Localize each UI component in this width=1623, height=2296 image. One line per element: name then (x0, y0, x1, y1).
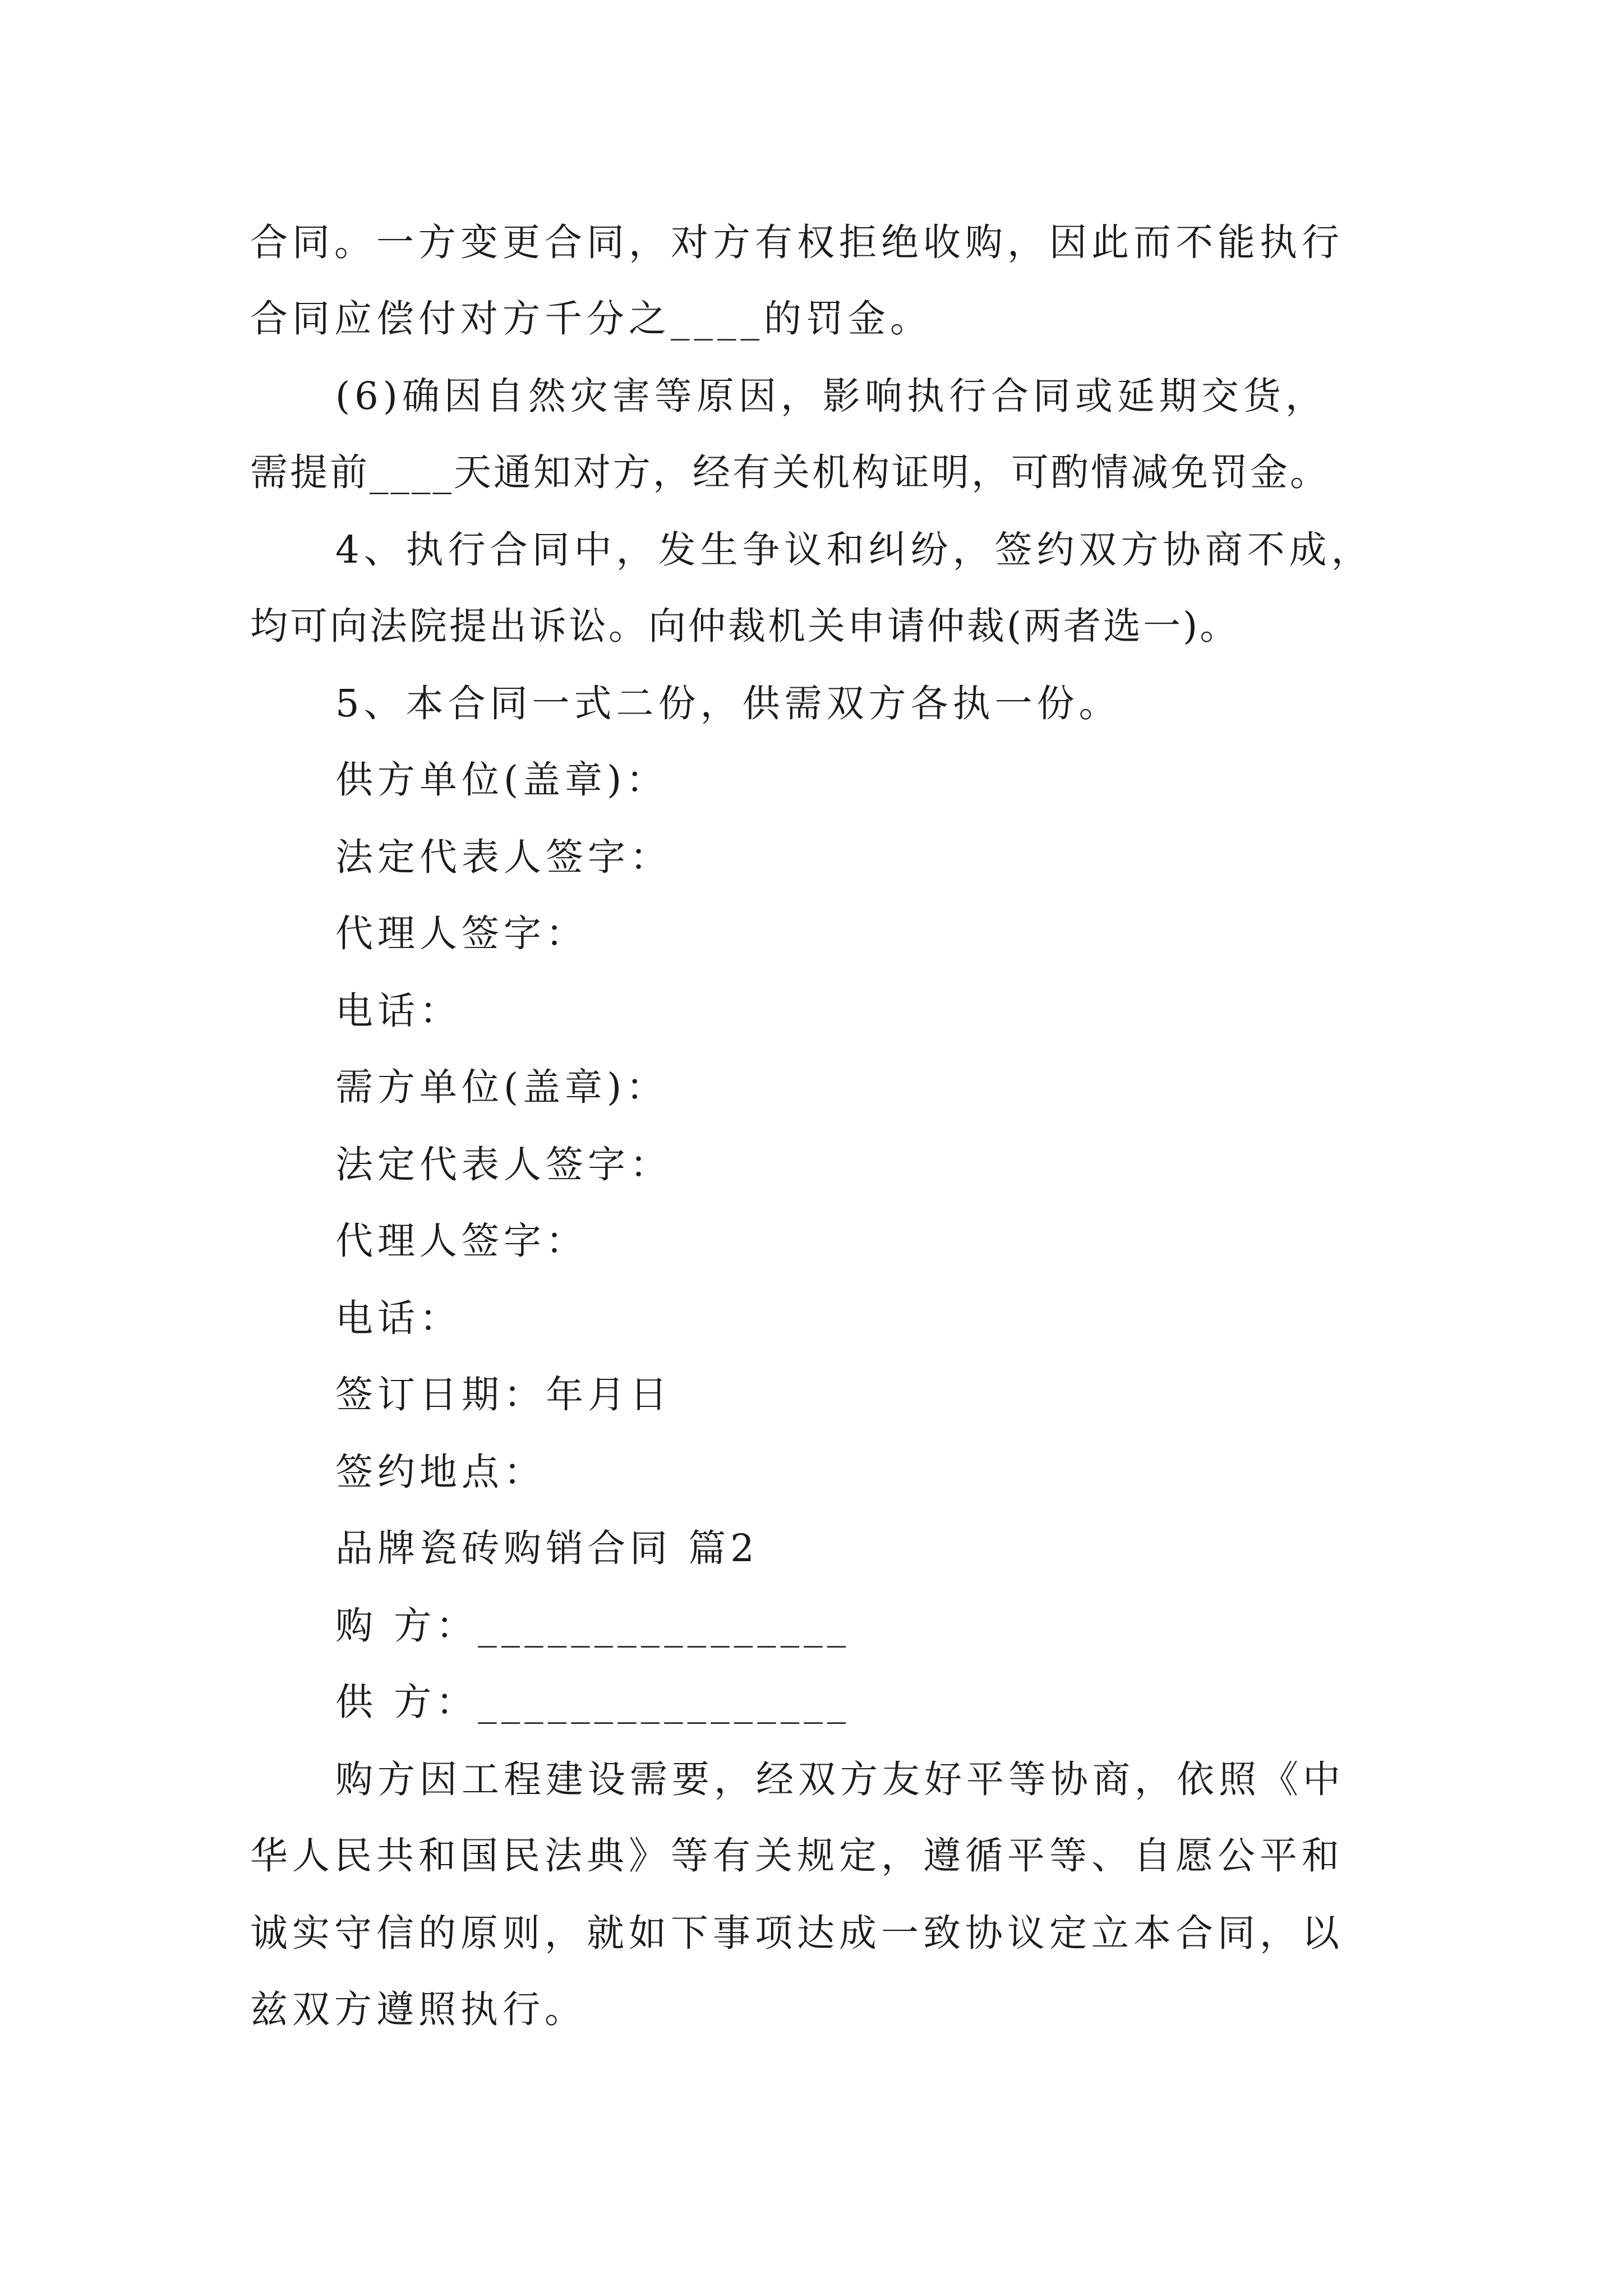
supplier-phone-label: 电话： (335, 989, 462, 1033)
paragraph-line: 兹双方遵照执行。 (250, 1987, 587, 2031)
paragraph-line: 购方因工程建设需要，经双方友好平等协商，依照《中 (335, 1757, 1345, 1801)
paragraph-line: (6)确因自然灾害等原因，影响执行合同或延期交货， (335, 374, 1327, 418)
section-title: 品牌瓷砖购销合同 篇2 (335, 1526, 759, 1570)
buyer-legal-rep-label: 法定代表人签字： (335, 1143, 672, 1186)
signing-date-label: 签订日期：年月日 (335, 1373, 672, 1416)
supplier-agent-label: 代理人签字： (335, 912, 588, 955)
paragraph-line: 需提前____天通知对方，经有关机构证明，可酌情减免罚金。 (250, 450, 1330, 494)
supplier-legal-rep-label: 法定代表人签字： (335, 835, 672, 879)
paragraph-line: 均可向法院提出诉讼。向仲裁机关申请仲裁(两者选一)。 (250, 604, 1240, 648)
paragraph-line: 华人民共和国民法典》等有关规定，遵循平等、自愿公平和 (250, 1834, 1344, 1878)
paragraph-line: 5、本合同一式二份，供需双方各执一份。 (335, 682, 1121, 725)
buyer-unit-label: 需方单位(盖章)： (335, 1065, 668, 1109)
paragraph-line: 合同。一方变更合同，对方有权拒绝收购，因此而不能执行 (250, 220, 1344, 264)
buyer-agent-label: 代理人签字： (335, 1219, 588, 1263)
purchaser-field: 购 方：________________ (335, 1604, 851, 1648)
supplier-unit-label: 供方单位(盖章)： (335, 758, 668, 802)
paragraph-line: 合同应偿付对方千分之____的罚金。 (250, 297, 932, 341)
paragraph-line: 4、执行合同中，发生争议和纠纷，签约双方协商不成， (335, 528, 1373, 572)
buyer-phone-label: 电话： (335, 1296, 462, 1340)
supplier-field: 供 方：________________ (335, 1680, 851, 1724)
signing-place-label: 签约地点： (335, 1450, 546, 1494)
paragraph-line: 诚实守信的原则，就如下事项达成一致协议定立本合同，以 (250, 1911, 1344, 1955)
